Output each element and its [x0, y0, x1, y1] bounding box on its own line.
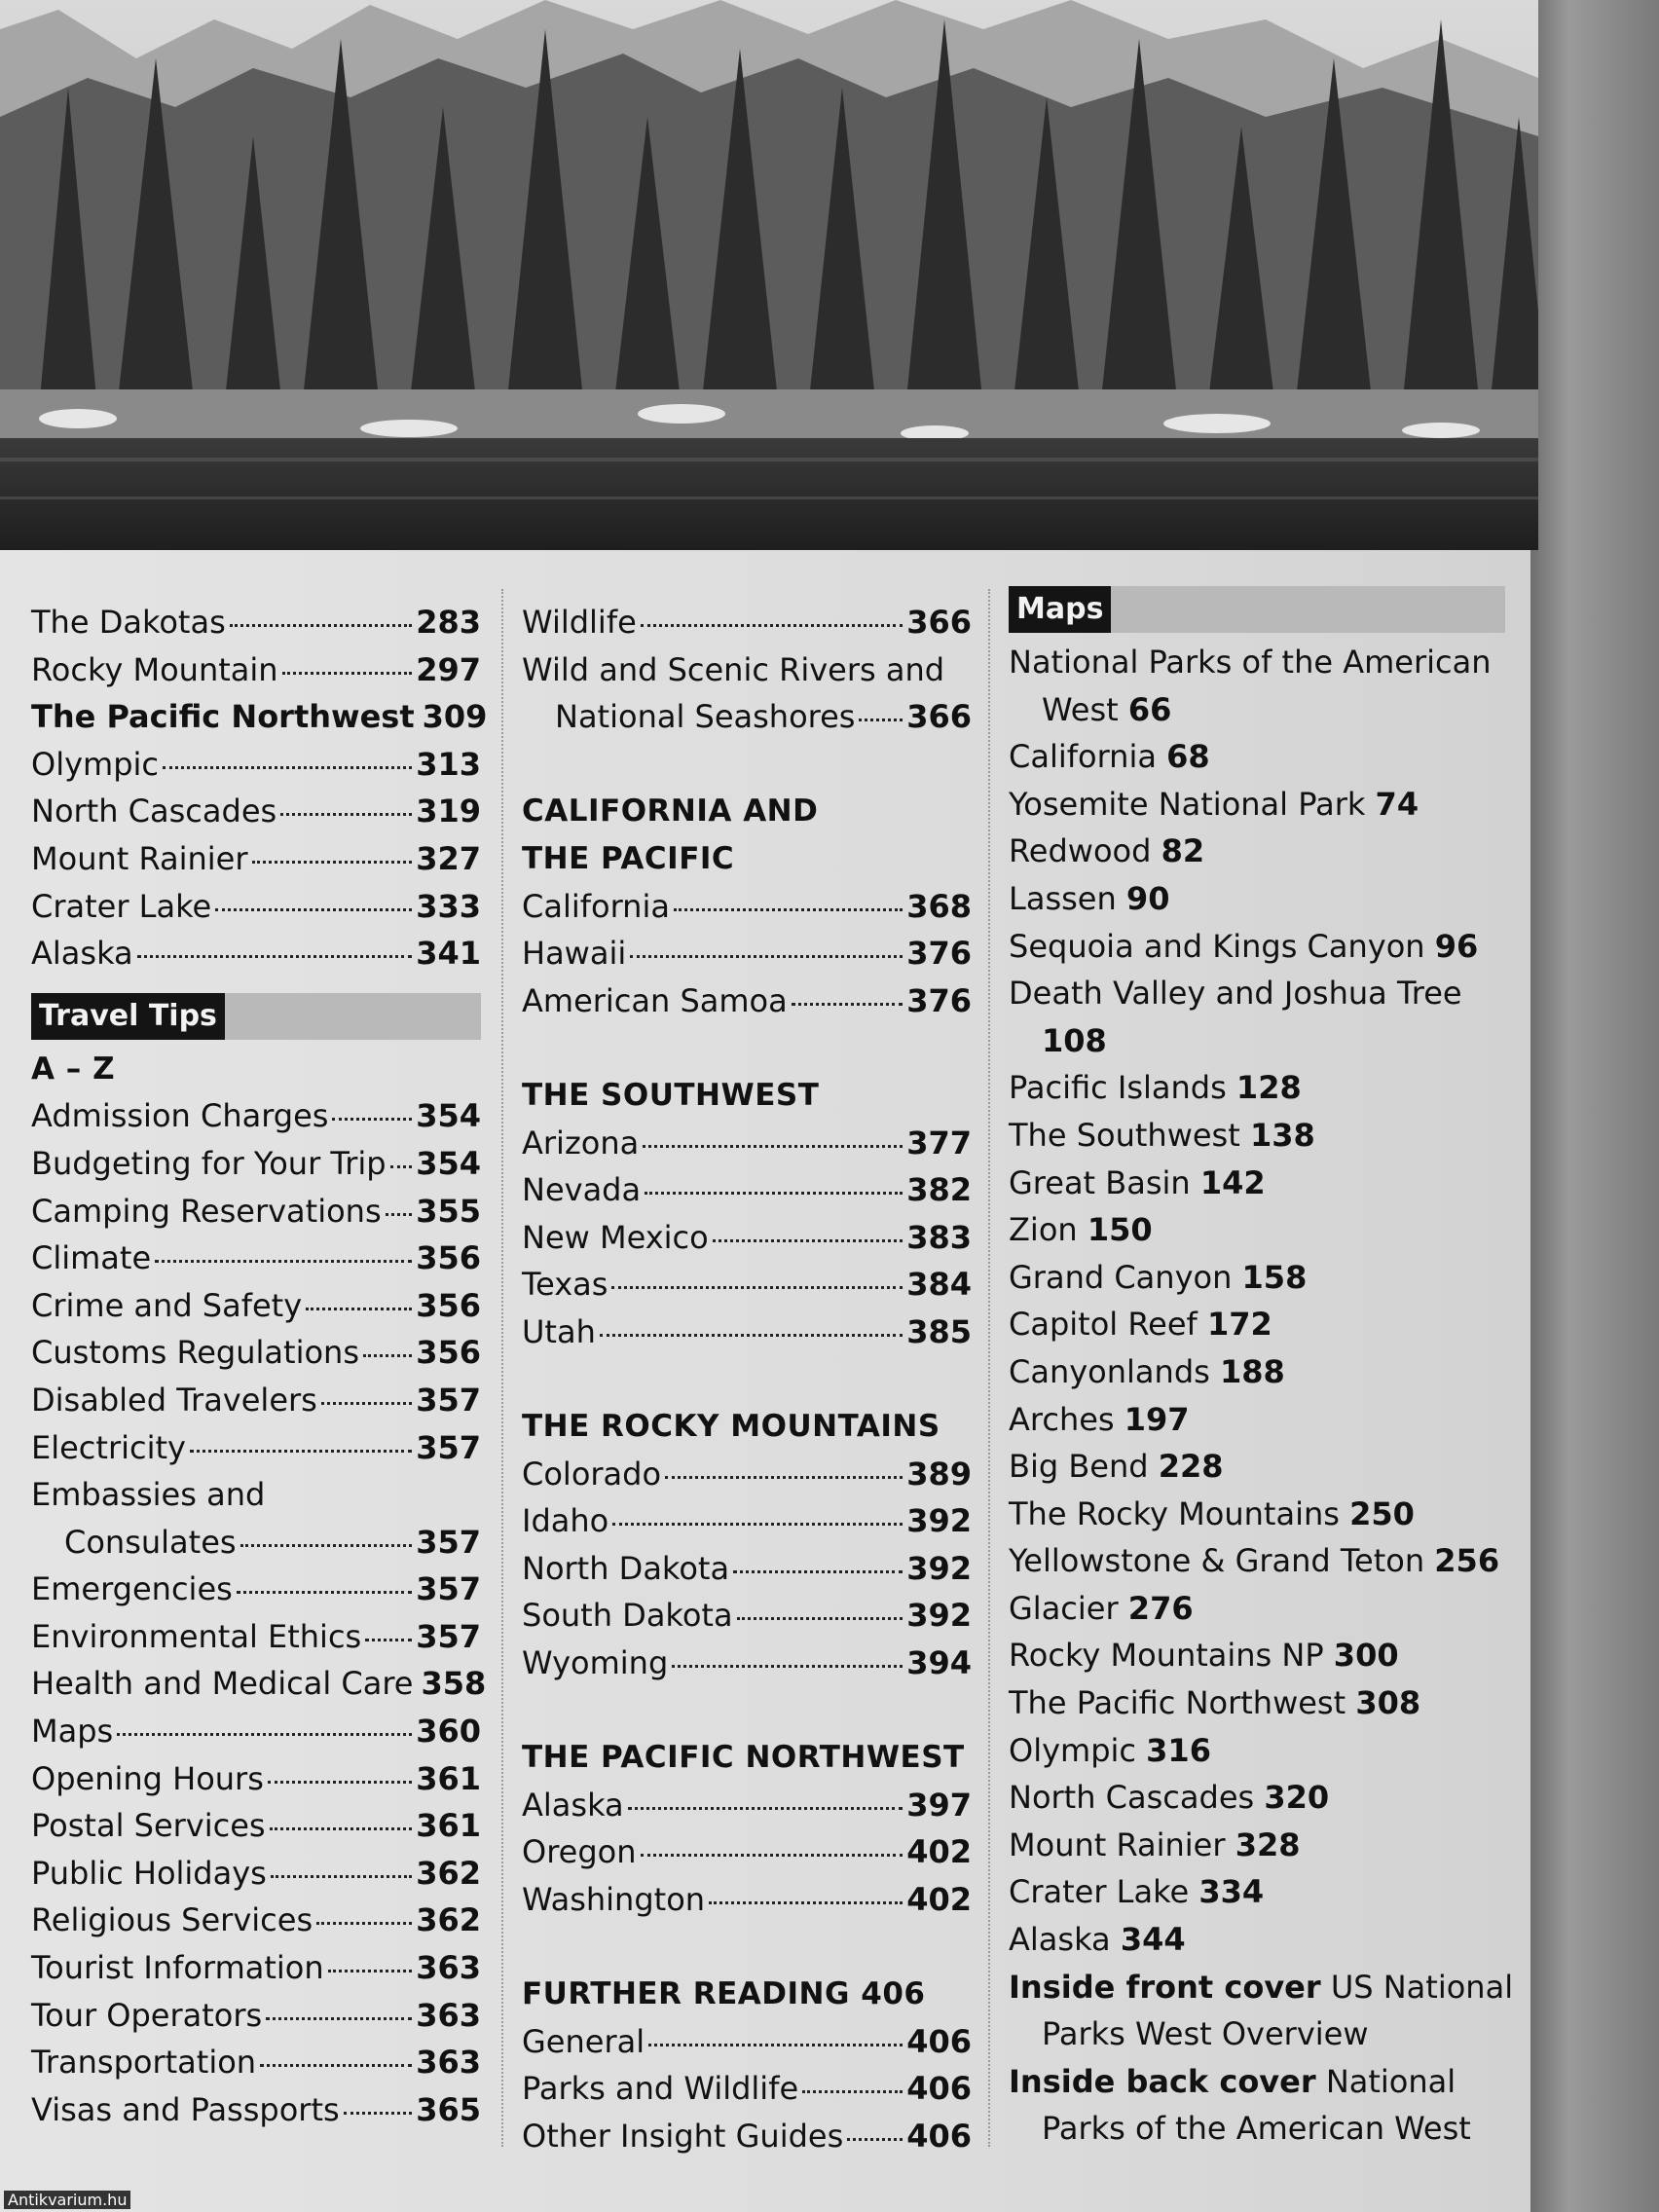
- map-entry[interactable]: Zion 150: [1009, 1211, 1153, 1249]
- map-entry[interactable]: Crater Lake 334: [1009, 1873, 1265, 1911]
- maps-column: [1009, 582, 1514, 2153]
- toc-entry[interactable]: Wyoming 394: [522, 1644, 972, 1682]
- toc-entry[interactable]: Alaska 397: [522, 1786, 972, 1824]
- toc-entry[interactable]: Crater Lake 333: [31, 887, 481, 925]
- mountain-lake-photo: [0, 0, 1538, 550]
- toc-entry[interactable]: Emergencies 357: [31, 1570, 481, 1608]
- map-entry[interactable]: Canyonlands 188: [1009, 1352, 1285, 1390]
- toc-entry[interactable]: North Dakota 392: [522, 1549, 972, 1587]
- map-entry[interactable]: Grand Canyon 158: [1009, 1258, 1308, 1296]
- map-entry[interactable]: 108: [1042, 1021, 1107, 1059]
- map-entry[interactable]: California 68: [1009, 738, 1210, 776]
- map-entry[interactable]: Death Valley and Joshua Tree: [1009, 975, 1462, 1013]
- toc-entry[interactable]: Tourist Information 363: [31, 1949, 481, 1987]
- toc-entry[interactable]: Nevada 382: [522, 1171, 972, 1209]
- toc-entry[interactable]: Crime and Safety 356: [31, 1286, 481, 1324]
- map-entry[interactable]: Capitol Reef 172: [1009, 1306, 1272, 1344]
- column-divider: [501, 589, 503, 2147]
- back-cover-entry-cont[interactable]: Parks of the American West: [1042, 2110, 1471, 2148]
- section-heading: FURTHER READING 406: [522, 1976, 926, 2012]
- toc-entry[interactable]: Oregon 402: [522, 1833, 972, 1871]
- toc-entry[interactable]: Other Insight Guides 406: [522, 2118, 972, 2155]
- toc-entry[interactable]: Parks and Wildlife 406: [522, 2070, 972, 2108]
- map-entry[interactable]: Sequoia and Kings Canyon 96: [1009, 927, 1479, 965]
- map-entry[interactable]: Yosemite National Park 74: [1009, 785, 1419, 823]
- toc-entry[interactable]: Opening Hours 361: [31, 1759, 481, 1797]
- toc-entry[interactable]: Public Holidays 362: [31, 1854, 481, 1892]
- toc-entry[interactable]: Health and Medical Care 358: [31, 1665, 487, 1703]
- toc-entry[interactable]: Texas 384: [522, 1266, 972, 1304]
- toc-entry[interactable]: South Dakota 392: [522, 1597, 972, 1635]
- map-entry[interactable]: Great Basin 142: [1009, 1163, 1266, 1201]
- toc-entry[interactable]: National Seashores 366: [555, 698, 972, 736]
- map-entry[interactable]: Big Bend 228: [1009, 1448, 1224, 1486]
- toc-entry[interactable]: Transportation 363: [31, 2044, 481, 2082]
- section-heading: CALIFORNIA AND: [522, 793, 819, 830]
- toc-entry[interactable]: Postal Services 361: [31, 1807, 481, 1845]
- toc-entry[interactable]: New Mexico 383: [522, 1218, 972, 1256]
- toc-entry[interactable]: Climate 356: [31, 1239, 481, 1277]
- toc-entry[interactable]: Mount Rainier 327: [31, 839, 481, 877]
- toc-entry-line[interactable]: Embassies and: [31, 1476, 266, 1514]
- toc-entry[interactable]: Olympic 313: [31, 745, 481, 783]
- section-heading: THE ROCKY MOUNTAINS: [522, 1409, 940, 1445]
- map-entry[interactable]: Pacific Islands 128: [1009, 1069, 1302, 1107]
- map-entry[interactable]: National Parks of the American: [1009, 644, 1492, 681]
- toc-entry[interactable]: Utah 385: [522, 1312, 972, 1350]
- maps-heading: Maps: [1009, 586, 1505, 633]
- section-heading: THE PACIFIC NORTHWEST: [522, 1740, 965, 1776]
- toc-entry[interactable]: The Pacific Northwest 309: [31, 698, 488, 736]
- toc-entry[interactable]: Customs Regulations 356: [31, 1334, 481, 1372]
- toc-entry[interactable]: Hawaii 376: [522, 935, 972, 973]
- travel-tips-heading: Travel Tips: [31, 993, 481, 1040]
- toc-entry[interactable]: Colorado 389: [522, 1455, 972, 1493]
- toc-entry[interactable]: California 368: [522, 887, 972, 925]
- map-entry[interactable]: Alaska 344: [1009, 1921, 1186, 1959]
- toc-entry[interactable]: Religious Services 362: [31, 1901, 481, 1939]
- toc-entry[interactable]: Admission Charges 354: [31, 1097, 481, 1135]
- map-entry[interactable]: The Pacific Northwest 308: [1009, 1684, 1421, 1722]
- book-spine: [1530, 0, 1659, 2212]
- toc-entry[interactable]: Arizona 377: [522, 1124, 972, 1161]
- toc-entry[interactable]: Maps 360: [31, 1713, 481, 1751]
- toc-entry[interactable]: Idaho 392: [522, 1502, 972, 1540]
- map-entry[interactable]: Olympic 316: [1009, 1731, 1211, 1769]
- map-entry[interactable]: Redwood 82: [1009, 832, 1205, 870]
- contents-column-2: [522, 599, 972, 2160]
- toc-entry[interactable]: Washington 402: [522, 1881, 972, 1919]
- section-heading: THE PACIFIC: [522, 840, 735, 876]
- front-cover-entry-cont[interactable]: Parks West Overview: [1042, 2015, 1369, 2053]
- toc-entry[interactable]: Electricity 357: [31, 1428, 481, 1466]
- toc-entry[interactable]: General 406: [522, 2022, 972, 2060]
- az-heading: A – Z: [31, 1051, 116, 1087]
- toc-entry[interactable]: North Cascades 319: [31, 793, 481, 830]
- toc-entry[interactable]: Wildlife 366: [522, 604, 972, 641]
- section-heading: THE SOUTHWEST: [522, 1077, 820, 1113]
- map-entry[interactable]: Rocky Mountains NP 300: [1009, 1637, 1399, 1675]
- toc-entry[interactable]: Camping Reservations 355: [31, 1192, 481, 1230]
- front-cover-entry[interactable]: Inside front cover US National: [1009, 1968, 1514, 2006]
- map-entry[interactable]: North Cascades 320: [1009, 1779, 1330, 1817]
- map-entry[interactable]: Mount Rainier 328: [1009, 1825, 1301, 1863]
- toc-entry[interactable]: Visas and Passports 365: [31, 2090, 481, 2128]
- column-divider: [988, 589, 990, 2147]
- toc-entry[interactable]: Environmental Ethics 357: [31, 1617, 481, 1655]
- toc-entry[interactable]: Tour Operators 363: [31, 1996, 481, 2034]
- toc-entry[interactable]: Rocky Mountain 297: [31, 650, 481, 688]
- toc-entry[interactable]: Consulates 357: [64, 1523, 481, 1561]
- watermark: Antikvarium.hu: [4, 2191, 130, 2209]
- toc-entry-line[interactable]: Wild and Scenic Rivers and: [522, 650, 945, 688]
- map-entry[interactable]: West 66: [1042, 690, 1172, 728]
- map-entry[interactable]: Glacier 276: [1009, 1589, 1194, 1627]
- map-entry[interactable]: Yellowstone & Grand Teton 256: [1009, 1542, 1500, 1580]
- toc-entry[interactable]: Disabled Travelers 357: [31, 1381, 481, 1419]
- contents-column-1: [31, 599, 488, 2133]
- toc-entry[interactable]: The Dakotas 283: [31, 604, 481, 641]
- toc-entry[interactable]: Budgeting for Your Trip 354: [31, 1144, 481, 1182]
- map-entry[interactable]: The Southwest 138: [1009, 1116, 1315, 1154]
- map-entry[interactable]: Arches 197: [1009, 1400, 1190, 1438]
- toc-entry[interactable]: American Samoa 376: [522, 981, 972, 1019]
- map-entry[interactable]: The Rocky Mountains 250: [1009, 1494, 1415, 1532]
- map-entry[interactable]: Lassen 90: [1009, 879, 1170, 917]
- toc-entry[interactable]: Alaska 341: [31, 935, 481, 973]
- back-cover-entry[interactable]: Inside back cover National: [1009, 2062, 1456, 2100]
